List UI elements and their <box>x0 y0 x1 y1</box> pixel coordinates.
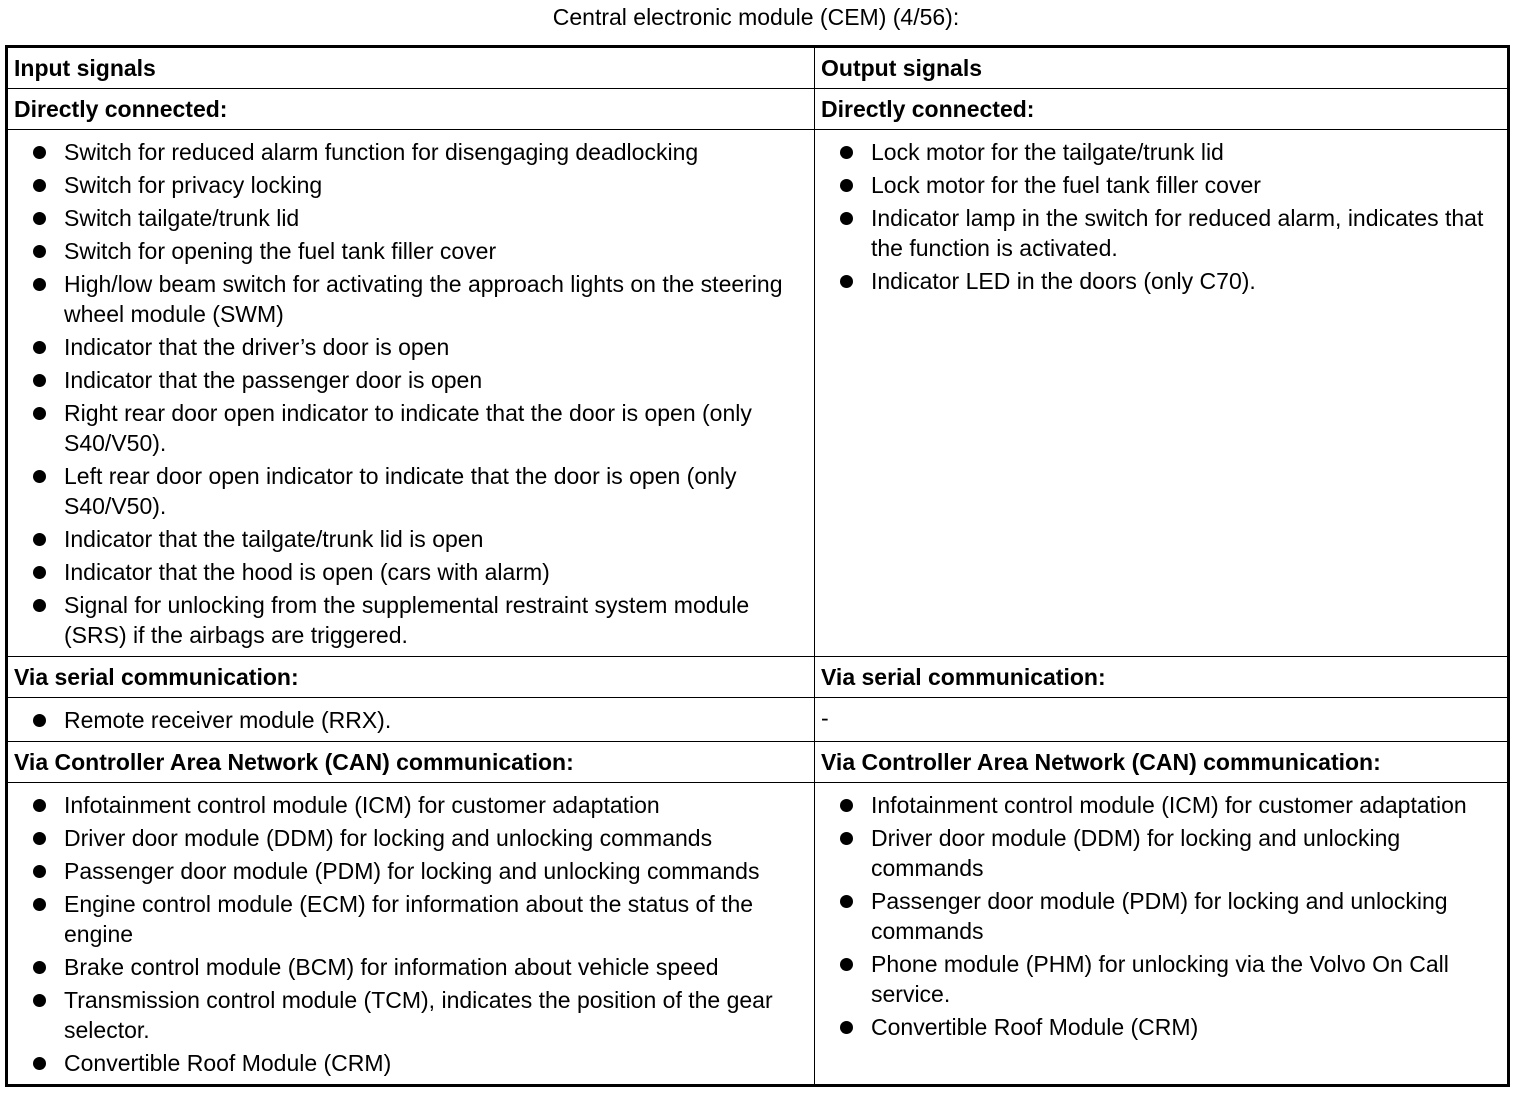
list-item-text: Lock motor for the tailgate/trunk lid <box>871 139 1224 165</box>
input-signal-list <box>8 705 808 735</box>
list-item-text: Switch tailgate/trunk lid <box>64 205 300 231</box>
bullet-icon <box>840 895 853 908</box>
list-item <box>8 889 808 949</box>
output-list-cell <box>815 783 1509 1086</box>
list-item <box>815 823 1501 883</box>
output-section-title: Directly connected: <box>815 89 1509 130</box>
list-item <box>8 269 808 329</box>
bullet-icon <box>33 566 46 579</box>
bullet-icon <box>33 278 46 291</box>
list-item-text: Transmission control module (TCM), indicates the position of the gear selector. <box>64 987 773 1043</box>
bullet-icon <box>33 832 46 845</box>
document-caption: Central electronic module (CEM) (4/56): <box>552 4 960 30</box>
list-item <box>8 590 808 650</box>
table-header-row <box>7 47 1509 89</box>
output-section-title: Via Controller Area Network (CAN) communication: <box>815 742 1509 783</box>
input-section-title: Directly connected: <box>7 89 815 130</box>
bullet-icon <box>33 533 46 546</box>
output-empty-cell: - <box>815 698 1509 742</box>
list-item <box>8 398 808 458</box>
bullet-icon <box>33 179 46 192</box>
list-item <box>815 170 1501 200</box>
list-item <box>8 170 808 200</box>
bullet-icon <box>33 714 46 727</box>
list-item <box>8 236 808 266</box>
list-item-text: Infotainment control module (ICM) for customer adaptation <box>64 792 660 818</box>
list-item <box>8 365 808 395</box>
section-content-row <box>7 783 1509 1086</box>
bullet-icon <box>840 212 853 225</box>
bullet-icon <box>33 470 46 483</box>
list-item-text: Indicator lamp in the switch for reduced alarm, indicates that the function is activated. <box>871 205 1484 261</box>
list-item-text: Driver door module (DDM) for locking and unlocking commands <box>64 825 713 851</box>
bullet-icon <box>840 958 853 971</box>
list-item <box>8 1048 808 1078</box>
bullet-icon <box>33 341 46 354</box>
section-title-row <box>7 89 1509 130</box>
bullet-icon <box>33 799 46 812</box>
bullet-icon <box>33 898 46 911</box>
list-item-text: Driver door module (DDM) for locking and unlocking commands <box>871 825 1401 881</box>
list-item <box>815 137 1501 167</box>
list-item-text: Indicator that the hood is open (cars with alarm) <box>64 559 550 585</box>
list-item-text: Indicator that the tailgate/trunk lid is open <box>64 526 484 552</box>
list-item-text: Switch for reduced alarm function for disengaging deadlocking <box>64 139 699 165</box>
output-signal-list <box>815 790 1501 1042</box>
list-item <box>815 1012 1501 1042</box>
output-signals-header: Output signals <box>815 47 1509 89</box>
list-item-text: Lock motor for the fuel tank filler cover <box>871 172 1261 198</box>
signals-table <box>5 45 1510 1087</box>
bullet-icon <box>33 1057 46 1070</box>
bullet-icon <box>33 961 46 974</box>
list-item-text: Right rear door open indicator to indicate that the door is open (only S40/V50). <box>64 400 752 456</box>
input-signal-list <box>8 790 808 1078</box>
input-signal-list <box>8 137 808 650</box>
list-item-text: Switch for opening the fuel tank filler cover <box>64 238 497 264</box>
list-item <box>8 823 808 853</box>
bullet-icon <box>33 374 46 387</box>
list-item <box>8 557 808 587</box>
input-section-title: Via serial communication: <box>7 657 815 698</box>
input-signals-header: Input signals <box>7 47 815 89</box>
list-item-text: Brake control module (BCM) for information about vehicle speed <box>64 954 719 980</box>
list-item <box>815 203 1501 263</box>
output-signal-list <box>815 137 1501 296</box>
list-item-text: Convertible Roof Module (CRM) <box>871 1014 1199 1040</box>
list-item <box>8 790 808 820</box>
bullet-icon <box>33 245 46 258</box>
list-item <box>8 137 808 167</box>
list-item <box>8 705 808 735</box>
bullet-icon <box>840 799 853 812</box>
list-item <box>8 461 808 521</box>
bullet-icon <box>840 1021 853 1034</box>
list-item-text: Switch for privacy locking <box>64 172 323 198</box>
bullet-icon <box>33 599 46 612</box>
input-list-cell <box>7 130 815 657</box>
list-item-text: Indicator LED in the doors (only C70). <box>871 268 1256 294</box>
bullet-icon <box>840 832 853 845</box>
section-title-row <box>7 742 1509 783</box>
list-item-text: Indicator that the driver’s door is open <box>64 334 450 360</box>
list-item <box>815 266 1501 296</box>
section-content-row <box>7 698 1509 742</box>
bullet-icon <box>33 994 46 1007</box>
output-list-cell <box>815 130 1509 657</box>
list-item-text: Infotainment control module (ICM) for customer adaptation <box>871 792 1467 818</box>
list-item-text: Signal for unlocking from the supplemental restraint system module (SRS) if the airbags are triggered. <box>64 592 750 648</box>
input-list-cell <box>7 783 815 1086</box>
bullet-icon <box>840 275 853 288</box>
bullet-icon <box>840 179 853 192</box>
list-item-text: Phone module (PHM) for unlocking via the Volvo On Call service. <box>871 951 1449 1007</box>
list-item-text: Indicator that the passenger door is open <box>64 367 483 393</box>
list-item-text: Remote receiver module (RRX). <box>64 707 392 733</box>
list-item <box>8 856 808 886</box>
output-section-title: Via serial communication: <box>815 657 1509 698</box>
list-item <box>8 985 808 1045</box>
bullet-icon <box>33 146 46 159</box>
section-content-row <box>7 130 1509 657</box>
input-section-title: Via Controller Area Network (CAN) communication: <box>7 742 815 783</box>
bullet-icon <box>33 212 46 225</box>
bullet-icon <box>33 865 46 878</box>
list-item <box>8 332 808 362</box>
list-item-text: Convertible Roof Module (CRM) <box>64 1050 392 1076</box>
section-title-row <box>7 657 1509 698</box>
list-item-text: Passenger door module (PDM) for locking and unlocking commands <box>64 858 760 884</box>
list-item-text: Left rear door open indicator to indicate that the door is open (only S40/V50). <box>64 463 737 519</box>
list-item <box>8 952 808 982</box>
list-item <box>815 790 1501 820</box>
list-item-text: Engine control module (ECM) for information about the status of the engine <box>64 891 754 947</box>
list-item-text: Passenger door module (PDM) for locking and unlocking commands <box>871 888 1448 944</box>
list-item-text: High/low beam switch for activating the approach lights on the steering wheel module (SWM) <box>64 271 783 327</box>
list-item <box>815 886 1501 946</box>
list-item <box>815 949 1501 1009</box>
input-list-cell <box>7 698 815 742</box>
list-item <box>8 203 808 233</box>
bullet-icon <box>33 407 46 420</box>
list-item <box>8 524 808 554</box>
bullet-icon <box>840 146 853 159</box>
